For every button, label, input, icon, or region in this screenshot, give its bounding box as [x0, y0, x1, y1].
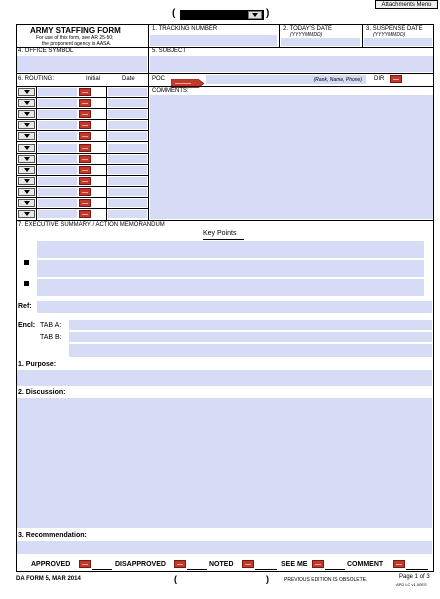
routing-date-input[interactable]: [108, 177, 147, 185]
encl-extra-input[interactable]: [69, 344, 432, 357]
discussion-label: 2. Discussion:: [18, 389, 66, 396]
recommendation-textarea[interactable]: [17, 541, 432, 554]
routing-row-divider: [16, 208, 148, 209]
routing-office-input[interactable]: [38, 199, 77, 207]
routing-initial-signature-button[interactable]: [79, 177, 91, 185]
routing-initial-signature-button[interactable]: [79, 155, 91, 163]
routing-office-dropdown-button[interactable]: [18, 188, 35, 196]
routing-row-divider: [16, 97, 148, 98]
approved-signature-button[interactable]: [79, 560, 91, 568]
routing-row-divider: [16, 197, 148, 198]
key-point-1-input[interactable]: [37, 241, 424, 258]
date-column-label: Date: [122, 76, 135, 82]
tab-b-label: TAB B:: [40, 334, 62, 341]
see-me-signature-button[interactable]: [312, 560, 324, 568]
routing-row-divider: [16, 175, 148, 176]
routing-office-dropdown-button[interactable]: [18, 110, 35, 118]
chevron-down-icon: [24, 90, 30, 94]
routing-office-input[interactable]: [38, 144, 77, 152]
routing-row-divider: [16, 186, 148, 187]
routing-office-dropdown-button[interactable]: [18, 210, 35, 218]
suspense-date-label: 3. SUSPENSE DATE: [366, 26, 423, 32]
routing-office-input[interactable]: [38, 155, 77, 163]
comment-label: COMMENT: [347, 561, 384, 568]
routing-row-divider: [16, 130, 148, 131]
recommendation-label: 3. Recommendation:: [18, 532, 87, 539]
routing-office-dropdown-button[interactable]: [18, 121, 35, 129]
exec-summary-label: 7. EXECUTIVE SUMMARY / ACTION MEMORANDUM: [18, 222, 165, 228]
comments-textarea[interactable]: [150, 95, 433, 219]
routing-date-input[interactable]: [108, 99, 147, 107]
form-subtitle-line1: For use of this form, see AR 25-50;: [36, 35, 114, 41]
encl-label: Encl:: [18, 322, 36, 329]
chevron-down-icon: [24, 157, 30, 161]
see-me-label: SEE ME: [281, 561, 308, 568]
routing-office-dropdown-button[interactable]: [18, 99, 35, 107]
routing-initial-signature-button[interactable]: [79, 88, 91, 96]
routing-label: 6. ROUTING:: [18, 76, 55, 82]
routing-initial-signature-button[interactable]: [79, 132, 91, 140]
tab-a-label: TAB A:: [40, 322, 62, 329]
chevron-down-icon: [24, 134, 30, 138]
chevron-down-icon: [252, 13, 258, 17]
todays-date-hint: (YYYYMMDD): [290, 32, 323, 38]
poc-input[interactable]: [206, 75, 366, 84]
tab-b-input[interactable]: [69, 332, 432, 342]
discussion-textarea[interactable]: [17, 398, 432, 528]
routing-office-input[interactable]: [38, 132, 77, 140]
todays-date-label: 2. TODAY'S DATE: [283, 26, 333, 32]
routing-office-dropdown-button[interactable]: [18, 88, 35, 96]
previous-edition-notice: PREVIOUS EDITION IS OBSOLETE.: [284, 577, 368, 583]
form-id: DA FORM 5, MAR 2014: [16, 576, 81, 582]
form-subtitle-line2: the proponent agency is AASA.: [42, 41, 112, 47]
classification-dropdown-button[interactable]: [248, 11, 262, 19]
comment-signature-button[interactable]: [393, 560, 405, 568]
routing-office-dropdown-button[interactable]: [18, 155, 35, 163]
poc-hint: (Rank, Name, Phone): [313, 77, 362, 83]
routing-date-input[interactable]: [108, 199, 147, 207]
chevron-down-icon: [24, 146, 30, 150]
routing-initial-signature-button[interactable]: [79, 110, 91, 118]
poc-signature-arrow-button[interactable]: [171, 75, 204, 84]
routing-date-input[interactable]: [108, 144, 147, 152]
chevron-down-icon: [24, 123, 30, 127]
square-bullet-icon: [24, 281, 29, 286]
routing-office-input[interactable]: [38, 166, 77, 174]
tracking-number-label: 1. TRACKING NUMBER: [152, 26, 218, 32]
poc-label: POC: [152, 76, 166, 82]
routing-date-input[interactable]: [108, 210, 147, 218]
ref-label: Ref:: [18, 303, 32, 310]
routing-office-dropdown-button[interactable]: [18, 177, 35, 185]
chevron-down-icon: [24, 179, 30, 183]
page-indicator: Page 1 of 3: [399, 574, 430, 580]
key-point-2-input[interactable]: [37, 260, 424, 277]
version-label: APD LC v1.00ES: [396, 582, 427, 587]
routing-office-input[interactable]: [38, 177, 77, 185]
chevron-down-icon: [24, 112, 30, 116]
dir-label: DIR: [374, 76, 385, 82]
routing-row-divider: [16, 164, 148, 165]
routing-row-divider: [16, 119, 148, 120]
subject-input[interactable]: [150, 56, 433, 72]
routing-office-input[interactable]: [38, 88, 77, 96]
routing-office-input[interactable]: [38, 210, 77, 218]
suspense-date-input[interactable]: [364, 38, 432, 46]
tracking-number-input[interactable]: [150, 35, 277, 46]
routing-office-input[interactable]: [38, 121, 77, 129]
square-bullet-icon: [24, 260, 29, 265]
routing-initial-signature-button[interactable]: [79, 166, 91, 174]
routing-row-divider: [16, 141, 148, 142]
routing-office-dropdown-button[interactable]: [18, 144, 35, 152]
approved-label: APPROVED: [31, 561, 71, 568]
chevron-down-icon: [24, 101, 30, 105]
routing-date-input[interactable]: [108, 88, 147, 96]
tab-a-input[interactable]: [69, 320, 432, 330]
suspense-date-hint: (YYYYMMDD): [373, 32, 406, 38]
chevron-down-icon: [24, 201, 30, 205]
disapproved-signature-button[interactable]: [174, 560, 186, 568]
routing-initial-signature-button[interactable]: [79, 99, 91, 107]
routing-office-input[interactable]: [38, 110, 77, 118]
noted-label: NOTED: [209, 561, 234, 568]
purpose-label: 1. Purpose:: [18, 361, 57, 368]
routing-row-divider: [16, 108, 148, 109]
chevron-down-icon: [24, 212, 30, 216]
routing-date-input[interactable]: [108, 110, 147, 118]
footer-paren-close: ): [266, 574, 269, 584]
ref-input[interactable]: [37, 301, 432, 313]
routing-initial-signature-button[interactable]: [79, 121, 91, 129]
routing-row-divider: [16, 153, 148, 154]
header-paren-close: ): [266, 8, 270, 19]
chevron-down-icon: [24, 190, 30, 194]
routing-date-input[interactable]: [108, 121, 147, 129]
routing-office-input[interactable]: [38, 188, 77, 196]
purpose-textarea[interactable]: [17, 370, 432, 386]
disapproved-label: DISAPPROVED: [115, 561, 166, 568]
comments-label: COMMENTS:: [152, 88, 189, 94]
routing-date-input[interactable]: [108, 166, 147, 174]
routing-office-input[interactable]: [38, 99, 77, 107]
routing-date-input[interactable]: [108, 155, 147, 163]
routing-initial-signature-button[interactable]: [79, 188, 91, 196]
todays-date-input[interactable]: [281, 38, 360, 46]
office-symbol-label: 4. OFFICE SYMBOL: [18, 48, 74, 54]
routing-date-input[interactable]: [108, 188, 147, 196]
routing-initial-signature-button[interactable]: [79, 144, 91, 152]
subject-label: 5. SUBJECT: [152, 48, 187, 54]
key-points-label: Key Points: [203, 230, 237, 237]
routing-date-input[interactable]: [108, 132, 147, 140]
routing-office-dropdown-button[interactable]: [18, 166, 35, 174]
routing-office-dropdown-button[interactable]: [18, 199, 35, 207]
routing-initial-signature-button[interactable]: [79, 210, 91, 218]
routing-initial-signature-button[interactable]: [79, 199, 91, 207]
chevron-down-icon: [24, 168, 30, 172]
initial-column-label: Initial: [86, 76, 101, 82]
key-point-3-input[interactable]: [37, 279, 424, 296]
header-paren-open: (: [172, 8, 176, 19]
dir-signature-button[interactable]: [390, 75, 402, 83]
footer-paren-open: (: [174, 574, 177, 584]
classification-dropdown[interactable]: [180, 10, 264, 20]
office-symbol-input[interactable]: [17, 56, 147, 72]
form-title: ARMY STAFFING FORM: [30, 26, 121, 35]
noted-signature-button[interactable]: [242, 560, 254, 568]
attachments-menu-button[interactable]: Attachments Menu: [375, 0, 438, 9]
routing-office-dropdown-button[interactable]: [18, 132, 35, 140]
